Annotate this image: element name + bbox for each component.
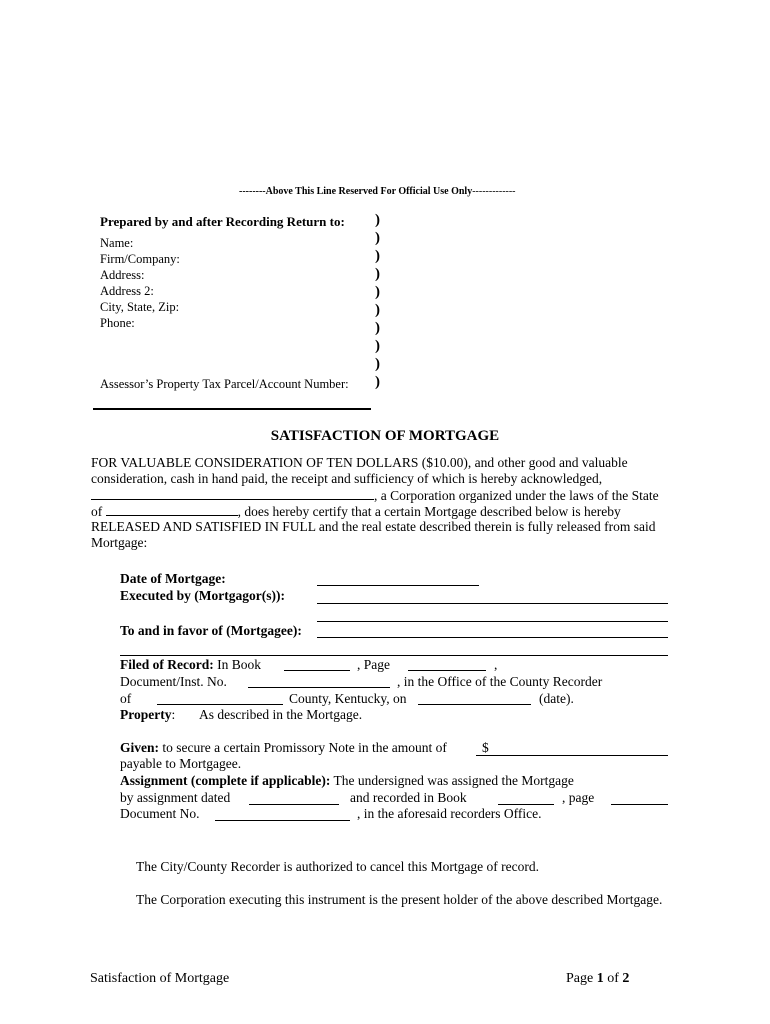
- aforesaid-text: , in the aforesaid recorders Office.: [357, 806, 542, 821]
- paren: ): [375, 212, 380, 228]
- in-book-label: In Book: [217, 657, 261, 672]
- paren: ): [375, 356, 380, 372]
- reserved-line-text: Above This Line Reserved For Official Use Only: [265, 186, 473, 197]
- closing-line-2: The Corporation executing this instrument is the present holder of the above described Mortgage.: [136, 892, 663, 907]
- page-comma: ,: [494, 657, 498, 672]
- assignment-book-field[interactable]: [498, 804, 554, 805]
- given-row: [120, 740, 447, 756]
- dollar-sign: $: [482, 740, 489, 755]
- filed-of-record-label: Filed of Record:: [120, 657, 214, 672]
- given-label: Given:: [120, 740, 159, 755]
- paren: ): [375, 338, 380, 354]
- page-total: 2: [622, 971, 630, 986]
- paren: ): [375, 284, 380, 300]
- assignment-label: Assignment (complete if applicable):: [120, 773, 331, 788]
- doc-inst-label: Document/Inst. No.: [120, 674, 227, 689]
- document-title: SATISFACTION OF MORTGAGE: [270, 428, 500, 444]
- paren: ): [375, 230, 380, 246]
- property-row: [120, 707, 175, 723]
- parcel-label: Assessor’s Property Tax Parcel/Account Number:: [100, 377, 349, 391]
- address2-label: Address 2:: [100, 284, 154, 298]
- filed-of-record-row: [120, 657, 261, 673]
- assignment-row: [120, 773, 574, 789]
- assignment-date-field[interactable]: [249, 804, 339, 805]
- of-label: of: [91, 504, 103, 519]
- page-number: [566, 971, 629, 987]
- county-recorder-text: , in the Office of the County Recorder: [397, 674, 603, 689]
- address-label: Address:: [100, 268, 145, 282]
- page-word: Page: [566, 971, 594, 986]
- body-line-3: [91, 487, 659, 504]
- paren: ): [375, 266, 380, 282]
- name-label: Name:: [100, 236, 134, 250]
- corporation-name-field[interactable]: [91, 487, 374, 500]
- doc-inst-field[interactable]: [248, 687, 390, 688]
- property-value: As described in the Mortgage.: [199, 707, 363, 722]
- page-label: , Page: [357, 657, 390, 672]
- payable-text: payable to Mortgagee.: [120, 756, 242, 771]
- page-field[interactable]: [408, 670, 486, 671]
- document-no-field[interactable]: [215, 820, 350, 821]
- county-kentucky-text: County, Kentucky, on: [289, 691, 407, 706]
- paren: ): [375, 374, 380, 390]
- executed-by-label: Executed by (Mortgagor(s)):: [120, 588, 285, 603]
- body-line-5: RELEASED AND SATISFIED IN FULL and the real estate described therein is fully released from said: [91, 519, 656, 534]
- date-of-mortgage-field[interactable]: [317, 585, 479, 586]
- reserved-line: [239, 186, 516, 197]
- of-county-label: of: [120, 691, 132, 706]
- body-line-2: consideration, cash in hand paid, the receipt and sufficiency of which is hereby acknowledged,: [91, 471, 603, 486]
- county-field[interactable]: [157, 704, 283, 705]
- recorded-in-book-label: and recorded in Book: [350, 790, 467, 805]
- property-label: Property: [120, 707, 172, 722]
- document-no-label: Document No.: [120, 806, 200, 821]
- body-line-4: [91, 503, 621, 520]
- recorded-date-field[interactable]: [418, 704, 531, 705]
- reserved-line-prefix: --------: [239, 186, 266, 197]
- page-current: 1: [596, 971, 604, 986]
- assignment-text: The undersigned was assigned the Mortgage: [333, 773, 574, 788]
- by-assignment-label: by assignment dated: [120, 790, 231, 805]
- certify-text: , does hereby certify that a certain Mortgage described below is hereby: [237, 504, 621, 519]
- body-line-1: FOR VALUABLE CONSIDERATION OF TEN DOLLARS ($10.00), and other good and valuable: [91, 455, 628, 470]
- paren: ): [375, 248, 380, 264]
- mortgagee-field-2[interactable]: [120, 655, 668, 656]
- mortgagor-field-2[interactable]: [317, 621, 668, 622]
- date-of-mortgage-label: Date of Mortgage:: [120, 571, 226, 586]
- phone-label: Phone:: [100, 316, 135, 330]
- assignment-page-label: , page: [562, 790, 595, 805]
- book-field[interactable]: [284, 670, 350, 671]
- in-favor-of-label: To and in favor of (Mortgagee):: [120, 623, 302, 638]
- given-text: to secure a certain Promissory Note in the amount of: [162, 740, 447, 755]
- firm-label: Firm/Company:: [100, 252, 180, 266]
- assignment-page-field[interactable]: [611, 804, 668, 805]
- paren: ): [375, 302, 380, 318]
- date-paren-text: (date).: [539, 691, 574, 706]
- amount-field[interactable]: [476, 755, 668, 756]
- closing-line-1: The City/County Recorder is authorized to cancel this Mortgage of record.: [136, 859, 540, 874]
- mortgagee-field[interactable]: [317, 637, 668, 638]
- body-line-6: Mortgage:: [91, 535, 148, 550]
- prepared-by-heading: Prepared by and after Recording Return to:: [100, 214, 345, 229]
- reserved-line-suffix: -------------: [472, 186, 516, 197]
- corporation-text: , a Corporation organized under the laws of the State: [374, 488, 659, 503]
- state-field[interactable]: [106, 503, 238, 516]
- parcel-number-line: [93, 408, 371, 410]
- city-state-zip-label: City, State, Zip:: [100, 300, 180, 314]
- page-of: of: [607, 971, 619, 986]
- paren: ): [375, 320, 380, 336]
- property-colon: :: [171, 707, 176, 722]
- footer-title: Satisfaction of Mortgage: [90, 971, 230, 986]
- mortgagor-field[interactable]: [317, 603, 668, 604]
